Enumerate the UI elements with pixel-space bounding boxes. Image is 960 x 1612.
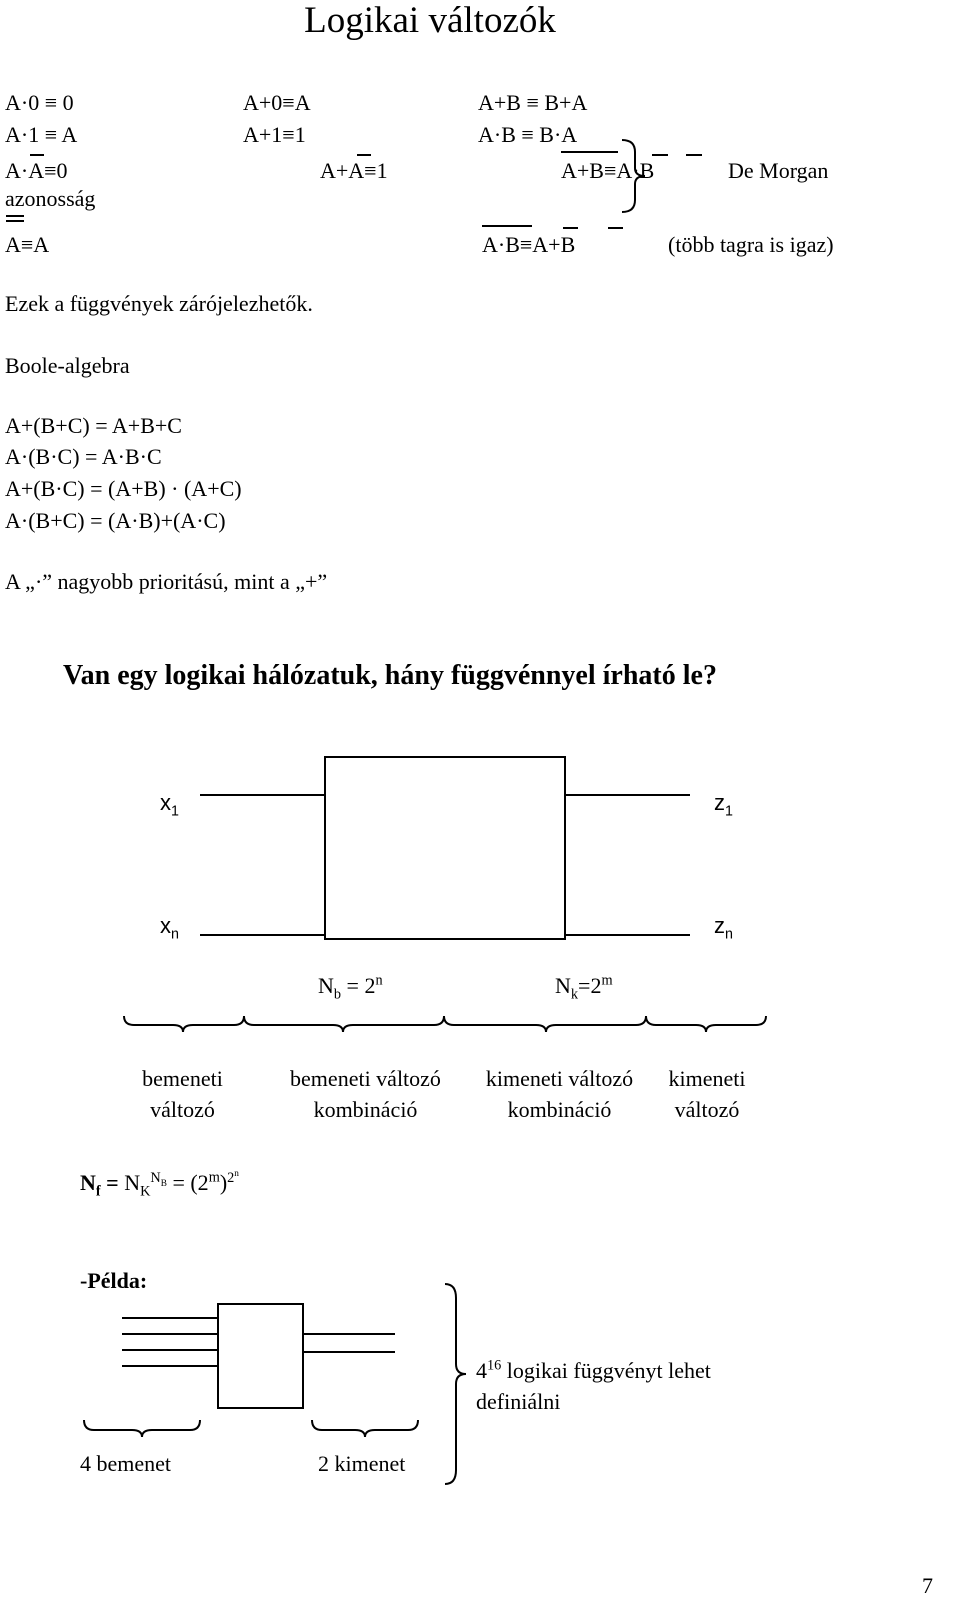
brace-output-comb [444,1016,646,1032]
brace-label-input-var-2: változó [150,1097,215,1122]
page-number: 7 [922,1573,933,1598]
nf-formula: $N_f = N_K^{N_B} = (2^m)^{2^n}$ [80,1168,239,1200]
identity-commutative-sum: A+B ≡ B+A [478,90,588,115]
example-block [218,1304,303,1408]
network-block [325,757,565,939]
input-xn-label: $x_n$ [160,913,179,943]
identity-a-plus-0: A+0≡A [243,90,311,115]
zarojelezheto-note: Ezek a függvények zárójelezhetők. [5,291,313,316]
example-inputs-label: 4 bemenet [80,1451,172,1476]
brace-label-output-comb: kimeneti változó [485,1066,634,1091]
input-x1-label: $x_1$ [160,790,179,820]
brace-output-var [646,1016,766,1032]
identity-de-morgan-1: A+B≡A·B [561,158,655,183]
question-heading: Van egy logikai hálózatuk, hány függvénnyel írható le? [63,660,717,691]
brace-label-input-comb: bemeneti változó [290,1066,441,1091]
boole-line: A+(B+C) = A+B+C [5,413,182,438]
brace-label-output-var: kimeneti [668,1066,746,1091]
example-result: $4^{16}$ logikai függvényt lehet [476,1357,711,1383]
identity-a-times-0: A·0 ≡ 0 [5,90,74,115]
brace-label-input-var: bemeneti [142,1066,223,1091]
example-result-brace [445,1284,466,1484]
brace-input-var [124,1016,244,1032]
output-zn-label: $z_n$ [714,913,733,943]
tobb-tagra-note: (több tagra is igaz) [668,232,834,257]
identity-double-negation: A≡A [5,232,50,257]
nk-formula: $N_k=2^m$ [555,972,613,1003]
identity-de-morgan-2: A·B≡A+B [482,232,576,257]
priority-note: A „·” nagyobb prioritású, mint a „+” [5,569,328,594]
boole-heading: Boole-algebra [5,353,130,378]
identity-a-and-not-a: A·A≡0 [5,158,68,183]
boole-line: A·(B·C) = A·B·C [5,444,162,469]
example-brace-outputs [312,1420,418,1437]
identity-a-or-not-a: A+A≡1 [320,158,388,183]
nb-formula: $N_b = 2^n$ [318,972,383,1003]
page-title: Logikai változók [304,0,556,41]
boole-line: A·(B+C) = (A·B)+(A·C) [5,508,226,533]
output-z1-label: $z_1$ [714,790,733,820]
brace-input-comb [244,1016,444,1032]
identity-a-times-1: A·1 ≡ A [5,122,78,147]
brace-label-output-var-2: változó [674,1097,740,1122]
identity-commutative-product: A·B ≡ B·A [478,122,578,147]
example-result-line2: definiálni [476,1389,561,1414]
brace-label-input-comb-2: kombináció [313,1097,418,1122]
identity-a-plus-1: A+1≡1 [243,122,306,147]
boole-line: A+(B·C) = (A+B) · (A+C) [5,476,242,501]
de-morgan-brace [622,140,645,212]
brace-label-output-comb-2: kombináció [507,1097,612,1122]
example-label: -Példa: [80,1268,148,1293]
azonossag-label: azonosság [5,186,96,211]
example-brace-inputs [84,1420,200,1437]
de-morgan-label: De Morgan [728,158,829,183]
example-outputs-label: 2 kimenet [318,1451,406,1476]
